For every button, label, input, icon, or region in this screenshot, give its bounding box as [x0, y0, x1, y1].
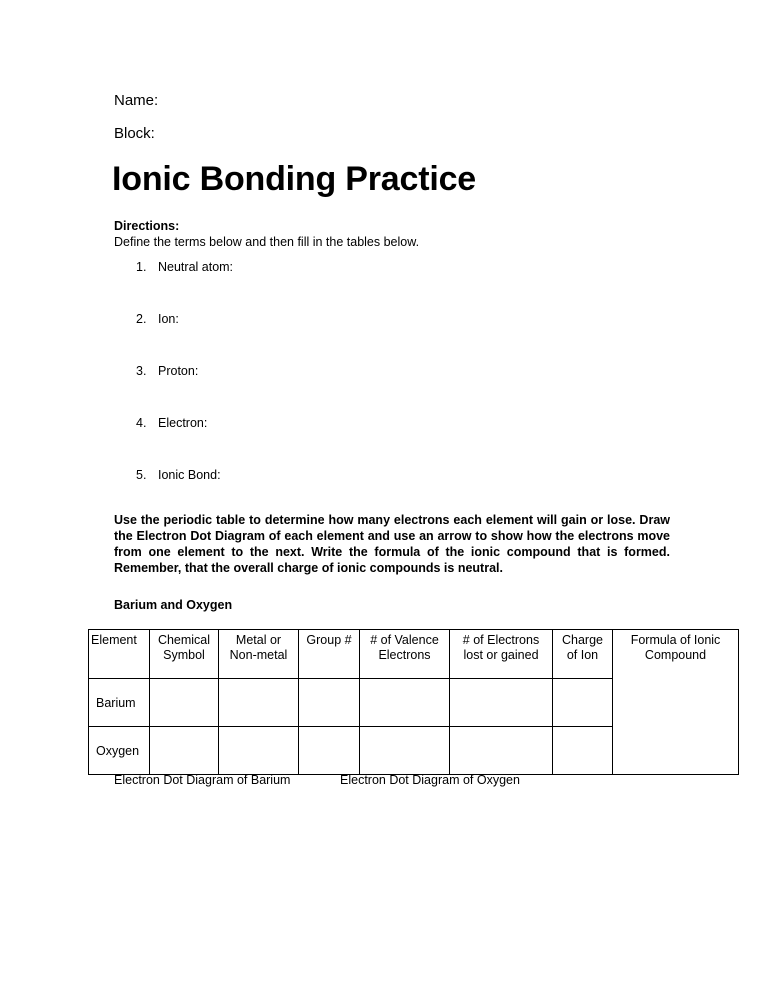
cell-blank[interactable]: [553, 727, 613, 775]
element-table: [88, 629, 739, 775]
header-chemical-symbol: Chemical Symbol: [150, 630, 219, 679]
cell-blank[interactable]: [450, 727, 553, 775]
cell-blank[interactable]: [553, 679, 613, 727]
name-label: Name:: [114, 92, 159, 109]
header-group: Group #: [299, 630, 360, 679]
header-charge: Charge of Ion: [553, 630, 613, 679]
row-label-barium: Barium: [89, 679, 150, 727]
term-item: [136, 312, 233, 364]
header-valence-electrons: # of Valence Electrons: [360, 630, 450, 679]
cell-blank[interactable]: [360, 727, 450, 775]
cell-blank[interactable]: [150, 679, 219, 727]
directions-text: Define the terms below and then fill in the tables below.: [114, 235, 420, 249]
term-label: Proton:: [158, 364, 199, 378]
term-item: [136, 416, 233, 468]
dot-diagram-label-oxygen: Electron Dot Diagram of Oxygen: [340, 773, 520, 787]
cell-blank[interactable]: [219, 679, 299, 727]
page-title: Ionic Bonding Practice: [112, 160, 476, 198]
header-formula[interactable]: Formula of Ionic Compound: [613, 630, 739, 775]
term-number: 2.: [136, 312, 147, 326]
term-item: [136, 260, 233, 312]
row-label-oxygen: Oxygen: [89, 727, 150, 775]
cell-blank[interactable]: [299, 727, 360, 775]
header-metal-nonmetal: Metal or Non-metal: [219, 630, 299, 679]
header-electrons-lost-gained: # of Electrons lost or gained: [450, 630, 553, 679]
term-number: 4.: [136, 416, 147, 430]
section-heading: Barium and Oxygen: [114, 598, 233, 612]
cell-blank[interactable]: [299, 679, 360, 727]
table-header-row: [89, 630, 739, 679]
term-item: [136, 364, 233, 416]
term-number: 3.: [136, 364, 147, 378]
term-label: Neutral atom:: [158, 260, 234, 274]
term-label: Ion:: [158, 312, 179, 326]
term-number: 1.: [136, 260, 147, 274]
cell-blank[interactable]: [450, 679, 553, 727]
terms-list: [136, 260, 233, 520]
instructions-paragraph: Use the periodic table to determine how many electrons each element will gain or lose. Draw the Electron Dot Diagram of each element and use an arrow to show how the electrons move from one element to the next. Write the formula of the ionic compound that is formed. Remember, that the overall charge of ionic compounds is neutral.: [114, 513, 670, 575]
cell-blank[interactable]: [219, 727, 299, 775]
dot-diagram-label-barium: Electron Dot Diagram of Barium: [114, 773, 291, 787]
header-element: Element: [89, 630, 150, 679]
cell-blank[interactable]: [150, 727, 219, 775]
term-label: Ionic Bond:: [158, 468, 221, 482]
block-label: Block:: [114, 125, 155, 142]
term-number: 5.: [136, 468, 147, 482]
directions-heading: Directions:: [114, 219, 180, 233]
term-label: Electron:: [158, 416, 208, 430]
cell-blank[interactable]: [360, 679, 450, 727]
